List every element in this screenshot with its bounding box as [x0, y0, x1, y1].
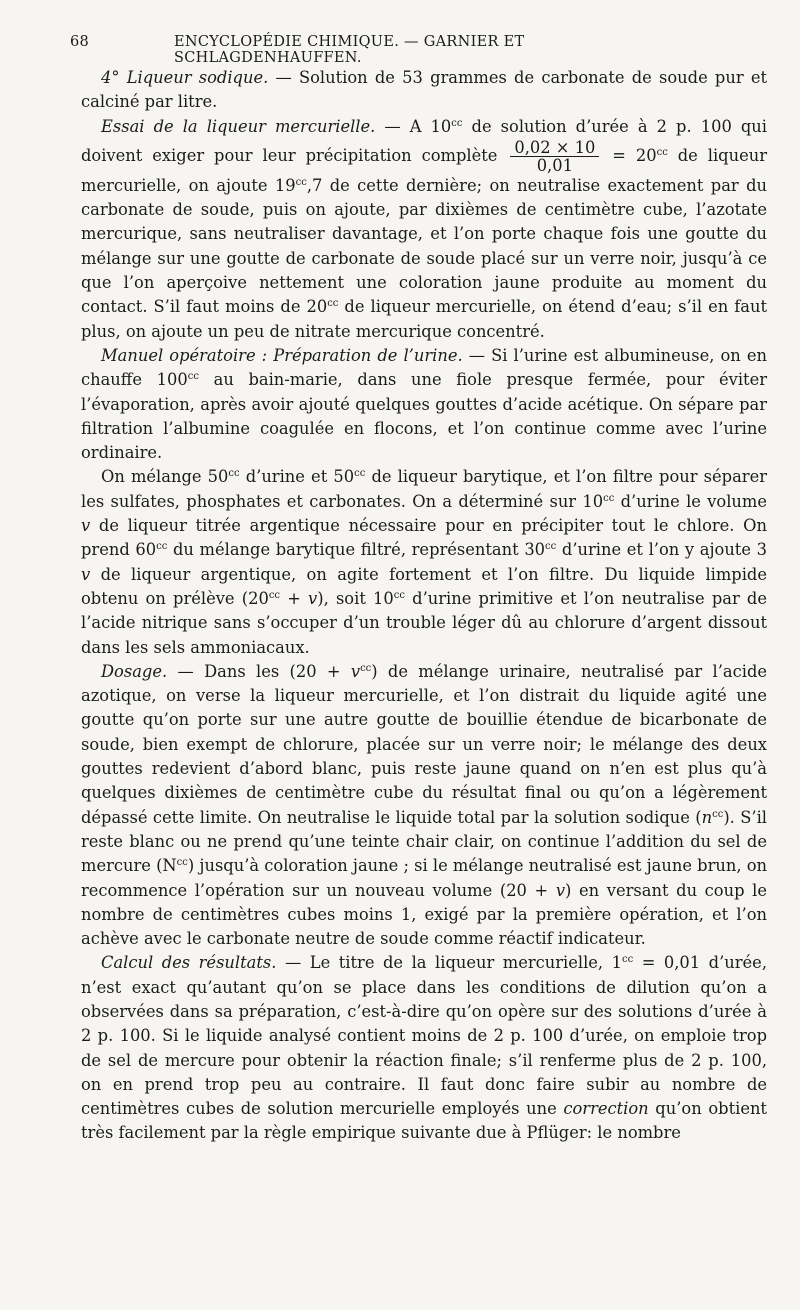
paragraph-melange-barytique: On mélange $50^{cc}$ d’urine et $50^{cc}$ de liqueur barytique, et l’on filtre pour séparer les sulfates, phosphates et carbonates. On a déterminé sur $10^{cc}$ d’urine le volume v de liqueur titrée argentique nécessaire pour en précipiter tout le chlore. On prend $60^{cc}$ du mélange barytique filtré, représentant $30^{cc}$ d’urine et l’on y ajoute 3 v de liqueur argentique, on agite fortement et l’on filtre. Du liquide limpide obtenu on prélève $(20^{cc} + v)$, soit $10^{cc}$ d’urine primitive et l’on neutralise par de l’acide nitrique sans s’occuper d’un trouble léger dû au chlorure d’argent dissout dans les sels ammoniacaux. — [81, 467, 767, 657]
fraction-formula — [510, 139, 599, 174]
paragraph-liqueur-sodique: 4° Liqueur sodique. — Solution de 53 grammes de carbonate de soude pur et calciné par litre. — [81, 68, 768, 112]
body-text — [81, 66, 767, 1146]
fraction-numerator: 0,02 × 10 — [510, 139, 599, 157]
page-number: 68 — [70, 34, 90, 50]
paragraph-calcul-resultats: Calcul des résultats. — Le titre de la liqueur mercurielle, $1^{cc} = 0,01$ d’urée, n’est exact qu’autant qu’on se place dans les conditions de dilution qu’on a observées dans sa préparation, c’est-à-dire qu’on opère sur des solutions d’urée à 2 p. 100. Si le liquide analysé contient moins de 2 p. 100 d’urée, on emploie trop de sel de mercure pour obtenir la réaction finale; s’il renferme plus de 2 p. 100, on en prend trop peu au contraire. Il faut donc faire subir au nombre de centimètres cubes de solution mercurielle employés une correction qu’on obtient très facilement par la règle empirique suivante due à Pflüger: le nombre — [81, 953, 767, 1143]
section-heading: Manuel opératoire : Préparation de l’urine. — [101, 345, 463, 365]
section-heading: 4° Liqueur sodique. — [101, 68, 269, 87]
section-heading: Essai de la liqueur mercurielle. — [101, 116, 376, 136]
running-title: ENCYCLOPÉDIE CHIMIQUE. — GARNIER ET SCHLAGDENHAUFFEN. — [174, 34, 525, 66]
paragraph-essai-liqueur: Essai de la liqueur mercurielle. — A $10^{cc}$ de solution d’urée à 2 p. 100 qui doivent exiger pour leur précipitation complète $\frac{0,02 \times 10}{0,01}$ = $20^{cc}$ de liqueur mercurielle, on ajoute $19^{cc},7$ de cette dernière; on neutralise exactement par du carbonate de soude, puis on ajoute, par dixièmes de centimètre cube, l’azotate mercurique, sans neutraliser davantage, et l’on porte chaque fois une goutte du mélange sur une goutte de carbonate de soude placé sur un verre noir, jusqu’à ce que l’on aperçoive nettement une coloration jaune produite au moment du contact. S’il faut moins de $20^{cc}$ de liqueur mercurielle, on étend d’eau; s’il en faut plus, on ajoute un peu de nitrate mercurique concentré. — [81, 116, 767, 341]
section-heading: Dosage. — [101, 661, 168, 681]
running-header — [70, 34, 700, 66]
fraction-denominator: 0,01 — [536, 155, 573, 175]
section-heading: Calcul des résultats. — [101, 953, 277, 973]
paragraph-dosage: Dosage. — Dans les $(20 + v^{cc})$ de mélange urinaire, neutralisé par l’acide azotique, on verse la liqueur mercurielle, et l’on distrait du liquide agité une goutte qu’on porte sur une autre goutte de bouillie étendue de bicarbonate de soude, bien exempt de chlorure, placée sur un verre noir; le mélange des deux gouttes redevient d’abord blanc, puis reste jaune quand on n’en est plus qu’à quelques dixièmes de centimètre cube du résultat final ou qu’on a légèrement dépassé cette limite. On neutralise le liquide total par la solution sodique $(n^{cc})$. S’il reste blanc ou ne prend qu’une teinte chair clair, on continue l’addition du sel de mercure $(N^{cc})$ jusqu’à coloration jaune ; si le mélange neutralisé est jaune brun, on recommence l’opération sur un nouveau volume (20 + v) en versant du coup le nombre de centimètres cubes moins 1, exigé par la première opération, et l’on achève avec le carbonate neutre de soude comme réactif indicateur. — [81, 661, 768, 949]
paragraph-manuel-operatoire: Manuel opératoire : Préparation de l’urine. — Si l’urine est albumineuse, on en chauffe $100^{cc}$ au bain-marie, dans une fiole presque fermée, pour éviter l’évaporation, après avoir ajouté quelques gouttes d’acide acétique. On sépare par filtration l’albumine coagulée en flocons, et l’on continue comme avec l’urine ordinaire. — [81, 345, 767, 463]
